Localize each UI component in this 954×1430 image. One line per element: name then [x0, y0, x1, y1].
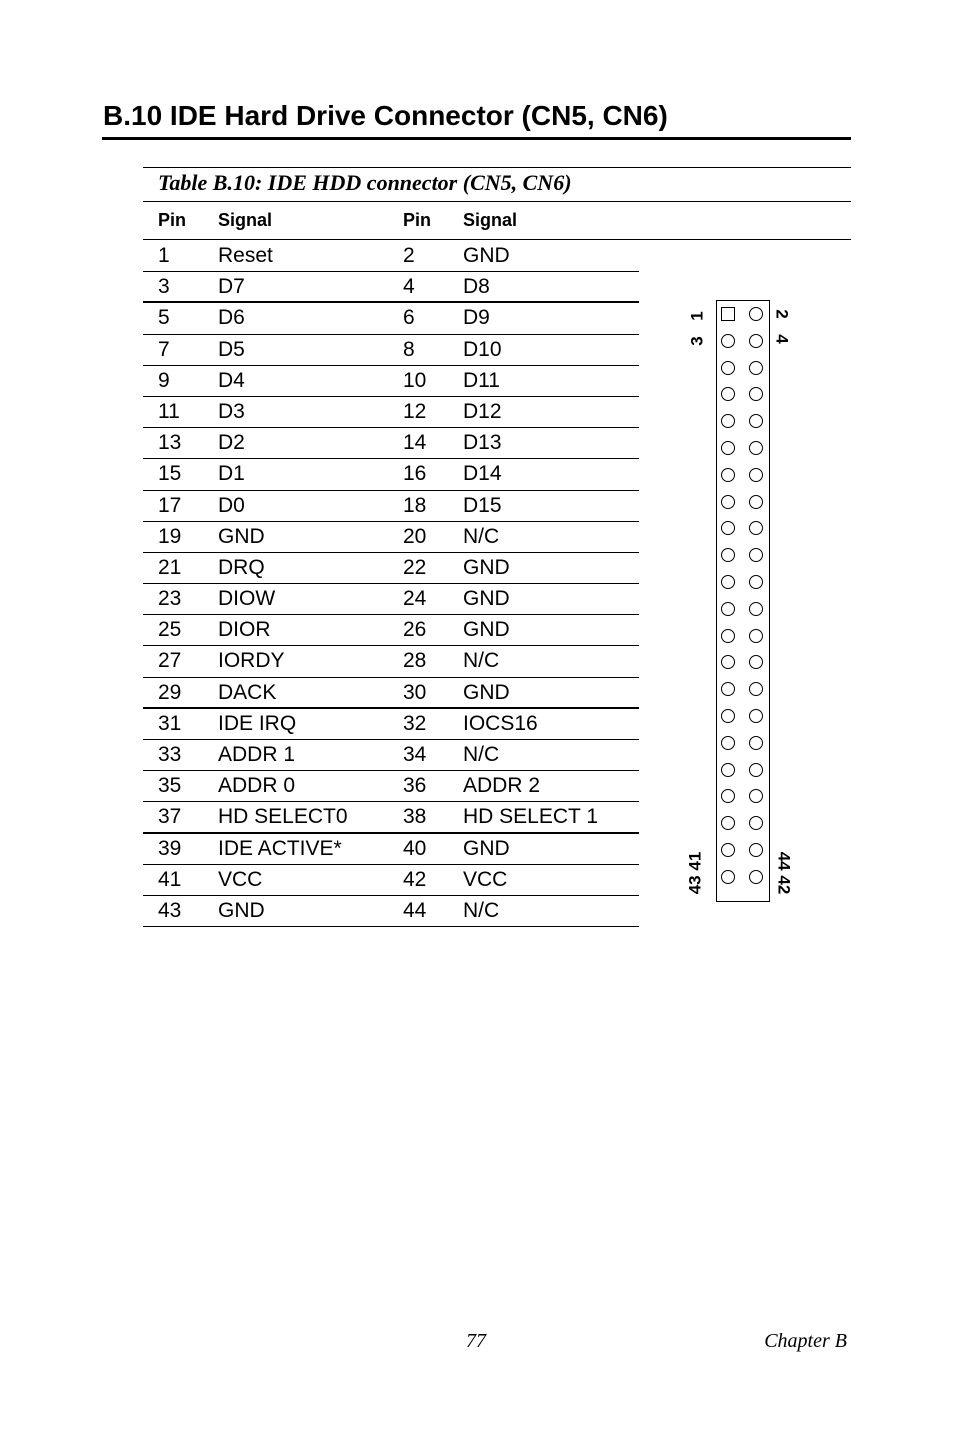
pin-number-cell: 26: [403, 618, 427, 642]
pin-number-cell: 42: [403, 867, 427, 891]
pin-hole: [721, 495, 735, 509]
pin-label-43-41: 43 41: [685, 851, 705, 895]
table-row: [143, 740, 639, 771]
pin-hole: [749, 682, 763, 696]
pin-hole: [721, 414, 735, 428]
pin-number-cell: 2: [403, 244, 415, 267]
pin-hole: [749, 361, 763, 375]
pin-number-cell: 14: [403, 431, 427, 455]
pin-label-4: 4: [772, 334, 792, 344]
pin-number-cell: 13: [158, 431, 182, 455]
pin-hole: [721, 468, 735, 482]
signal-cell: N/C: [463, 743, 500, 766]
pin-hole: [749, 441, 763, 455]
table-row: [143, 459, 639, 490]
signal-cell: D12: [463, 399, 502, 423]
pin-hole: [749, 602, 763, 616]
pin-hole: [721, 602, 735, 616]
table-row: [143, 428, 639, 459]
pin-table: [143, 241, 639, 927]
pin-number-cell: 28: [403, 649, 427, 673]
pin-number-cell: 33: [158, 743, 182, 766]
table-row: [143, 584, 639, 615]
table-row: [143, 522, 639, 553]
pin-number-cell: 4: [403, 275, 415, 299]
table-row: [143, 865, 639, 896]
header-rule: [143, 239, 851, 240]
signal-cell: D10: [463, 337, 502, 361]
pin-hole: [721, 763, 735, 777]
header-signal-1: Signal: [218, 210, 273, 230]
signal-cell: GND: [218, 524, 265, 548]
pin-number-cell: 25: [158, 618, 182, 642]
pin-hole: [749, 548, 763, 562]
header-pin-1: Pin: [158, 210, 187, 230]
pin-hole: [749, 843, 763, 857]
pin-label-3: 3: [687, 336, 707, 346]
table-row: [143, 802, 639, 833]
pin-hole: [721, 709, 735, 723]
pin-number-cell: 43: [158, 898, 182, 922]
pin-hole: [749, 629, 763, 643]
pin-number-cell: 41: [158, 867, 182, 891]
pin-number-cell: 44: [403, 898, 427, 922]
pin-hole: [749, 736, 763, 750]
signal-cell: D1: [218, 462, 245, 486]
pin-hole: [749, 495, 763, 509]
pin-number-cell: 34: [403, 743, 427, 766]
signal-cell: ADDR 0: [218, 774, 296, 798]
pin-number-cell: 3: [158, 275, 170, 299]
pin-number-cell: 7: [158, 337, 170, 361]
pin-number-cell: 10: [403, 368, 427, 392]
pin-hole: [721, 789, 735, 803]
pin-hole: [749, 763, 763, 777]
table-row: [143, 771, 639, 802]
signal-cell: D8: [463, 275, 490, 299]
caption-bottom-rule: [143, 201, 851, 202]
pin-hole: [721, 682, 735, 696]
table-row: [143, 303, 639, 334]
signal-cell: HD SELECT 1: [463, 805, 598, 829]
pin-number-cell: 8: [403, 337, 415, 361]
pin-number-cell: 37: [158, 805, 182, 829]
pin-label-44-42: 44 42: [774, 851, 794, 895]
chapter-label: Chapter B: [764, 1330, 847, 1352]
table-caption: Table B.10: IDE HDD connector (CN5, CN6): [158, 170, 572, 195]
signal-cell: IORDY: [218, 649, 285, 673]
pin-number-cell: 19: [158, 524, 182, 548]
table-row: [143, 678, 639, 709]
table-row: [143, 366, 639, 397]
signal-cell: D7: [218, 275, 245, 299]
pin-number-cell: 15: [158, 462, 182, 486]
pin-number-cell: 27: [158, 649, 182, 673]
pin-hole: [749, 387, 763, 401]
signal-cell: N/C: [463, 524, 500, 548]
table-header: [143, 207, 851, 233]
header-pin-2: Pin: [403, 210, 432, 230]
signal-cell: D13: [463, 431, 502, 455]
signal-cell: D9: [463, 306, 490, 330]
pin-label-1: 1: [687, 311, 707, 321]
table-row: [143, 834, 639, 865]
pin-number-cell: 24: [403, 587, 427, 611]
pin-hole: [721, 441, 735, 455]
signal-cell: D5: [218, 337, 245, 361]
pin-hole: [721, 816, 735, 830]
pin-hole: [721, 575, 735, 589]
pin-hole: [749, 468, 763, 482]
table-row: [143, 397, 639, 428]
table-row: [143, 241, 639, 272]
signal-cell: IOCS16: [463, 711, 538, 735]
pin-hole: [721, 843, 735, 857]
pin-hole: [721, 870, 735, 884]
signal-cell: D3: [218, 399, 245, 423]
section-title: B.10 IDE Hard Drive Connector (CN5, CN6): [103, 100, 668, 131]
pin-hole: [749, 575, 763, 589]
pin-hole: [749, 789, 763, 803]
pin-hole: [721, 387, 735, 401]
pin-number-cell: 29: [158, 680, 182, 704]
pin-number-cell: 31: [158, 711, 182, 735]
signal-cell: D11: [463, 368, 500, 392]
pin-hole: [721, 548, 735, 562]
pin-number-cell: 36: [403, 774, 427, 798]
pin-hole: [749, 521, 763, 535]
pin-hole: [721, 521, 735, 535]
signal-cell: GND: [463, 836, 510, 860]
table-row: [143, 272, 639, 303]
pin-number-cell: 40: [403, 836, 427, 860]
signal-cell: VCC: [218, 867, 263, 891]
pin-1-square-hole: [721, 307, 735, 321]
signal-cell: GND: [463, 680, 510, 704]
pin-hole: [721, 629, 735, 643]
signal-cell: GND: [463, 618, 510, 642]
pin-number-cell: 39: [158, 836, 182, 860]
pin-number-cell: 30: [403, 680, 427, 704]
pin-number-cell: 16: [403, 462, 427, 486]
page-number: 77: [466, 1330, 486, 1352]
table-row: [143, 896, 639, 927]
pin-number-cell: 11: [158, 399, 180, 423]
table-row: [143, 335, 639, 366]
pin-hole: [749, 709, 763, 723]
pin-hole: [749, 307, 763, 321]
signal-cell: D0: [218, 493, 245, 517]
signal-cell: GND: [218, 898, 265, 922]
pin-hole: [721, 655, 735, 669]
signal-cell: ADDR 1: [218, 743, 296, 766]
signal-cell: D6: [218, 306, 245, 330]
ide-connector-diagram: [716, 300, 770, 902]
signal-cell: HD SELECT0: [218, 805, 348, 829]
signal-cell: N/C: [463, 898, 500, 922]
title-rule: [102, 137, 851, 140]
pin-number-cell: 35: [158, 774, 182, 798]
signal-cell: IDE ACTIVE*: [218, 836, 342, 860]
pin-number-cell: 32: [403, 711, 427, 735]
pin-label-2: 2: [772, 309, 792, 319]
pin-number-cell: 38: [403, 805, 427, 829]
pin-hole: [721, 334, 735, 348]
table-row: [143, 615, 639, 646]
pin-number-cell: 20: [403, 524, 427, 548]
signal-cell: DRQ: [218, 555, 265, 579]
table-row: [143, 709, 639, 740]
pin-number-cell: 21: [158, 555, 182, 579]
caption-top-rule: [143, 167, 851, 168]
pin-hole: [749, 870, 763, 884]
pin-hole: [749, 334, 763, 348]
pin-number-cell: 22: [403, 555, 427, 579]
signal-cell: ADDR 2: [463, 774, 541, 798]
pin-number-cell: 23: [158, 587, 182, 611]
pin-hole: [749, 816, 763, 830]
signal-cell: D14: [463, 462, 502, 486]
signal-cell: GND: [463, 587, 510, 611]
signal-cell: D2: [218, 431, 245, 455]
signal-cell: IDE IRQ: [218, 711, 297, 735]
signal-cell: DACK: [218, 680, 277, 704]
pin-number-cell: 6: [403, 306, 415, 330]
table-row: [143, 553, 639, 584]
signal-cell: N/C: [463, 649, 500, 673]
pin-hole: [749, 655, 763, 669]
pin-number-cell: 1: [158, 244, 170, 267]
pin-hole: [721, 361, 735, 375]
signal-cell: GND: [463, 244, 510, 267]
pin-number-cell: 18: [403, 493, 427, 517]
signal-cell: Reset: [218, 244, 273, 267]
pin-number-cell: 9: [158, 368, 170, 392]
pin-number-cell: 17: [158, 493, 182, 517]
pin-number-cell: 12: [403, 399, 427, 423]
signal-cell: DIOR: [218, 618, 271, 642]
header-signal-2: Signal: [463, 210, 518, 230]
pin-number-cell: 5: [158, 306, 170, 330]
table-row: [143, 491, 639, 522]
signal-cell: DIOW: [218, 587, 276, 611]
signal-cell: VCC: [463, 867, 508, 891]
table-row: [143, 646, 639, 677]
signal-cell: D4: [218, 368, 245, 392]
pin-hole: [749, 414, 763, 428]
signal-cell: GND: [463, 555, 510, 579]
pin-hole: [721, 736, 735, 750]
signal-cell: D15: [463, 493, 502, 517]
